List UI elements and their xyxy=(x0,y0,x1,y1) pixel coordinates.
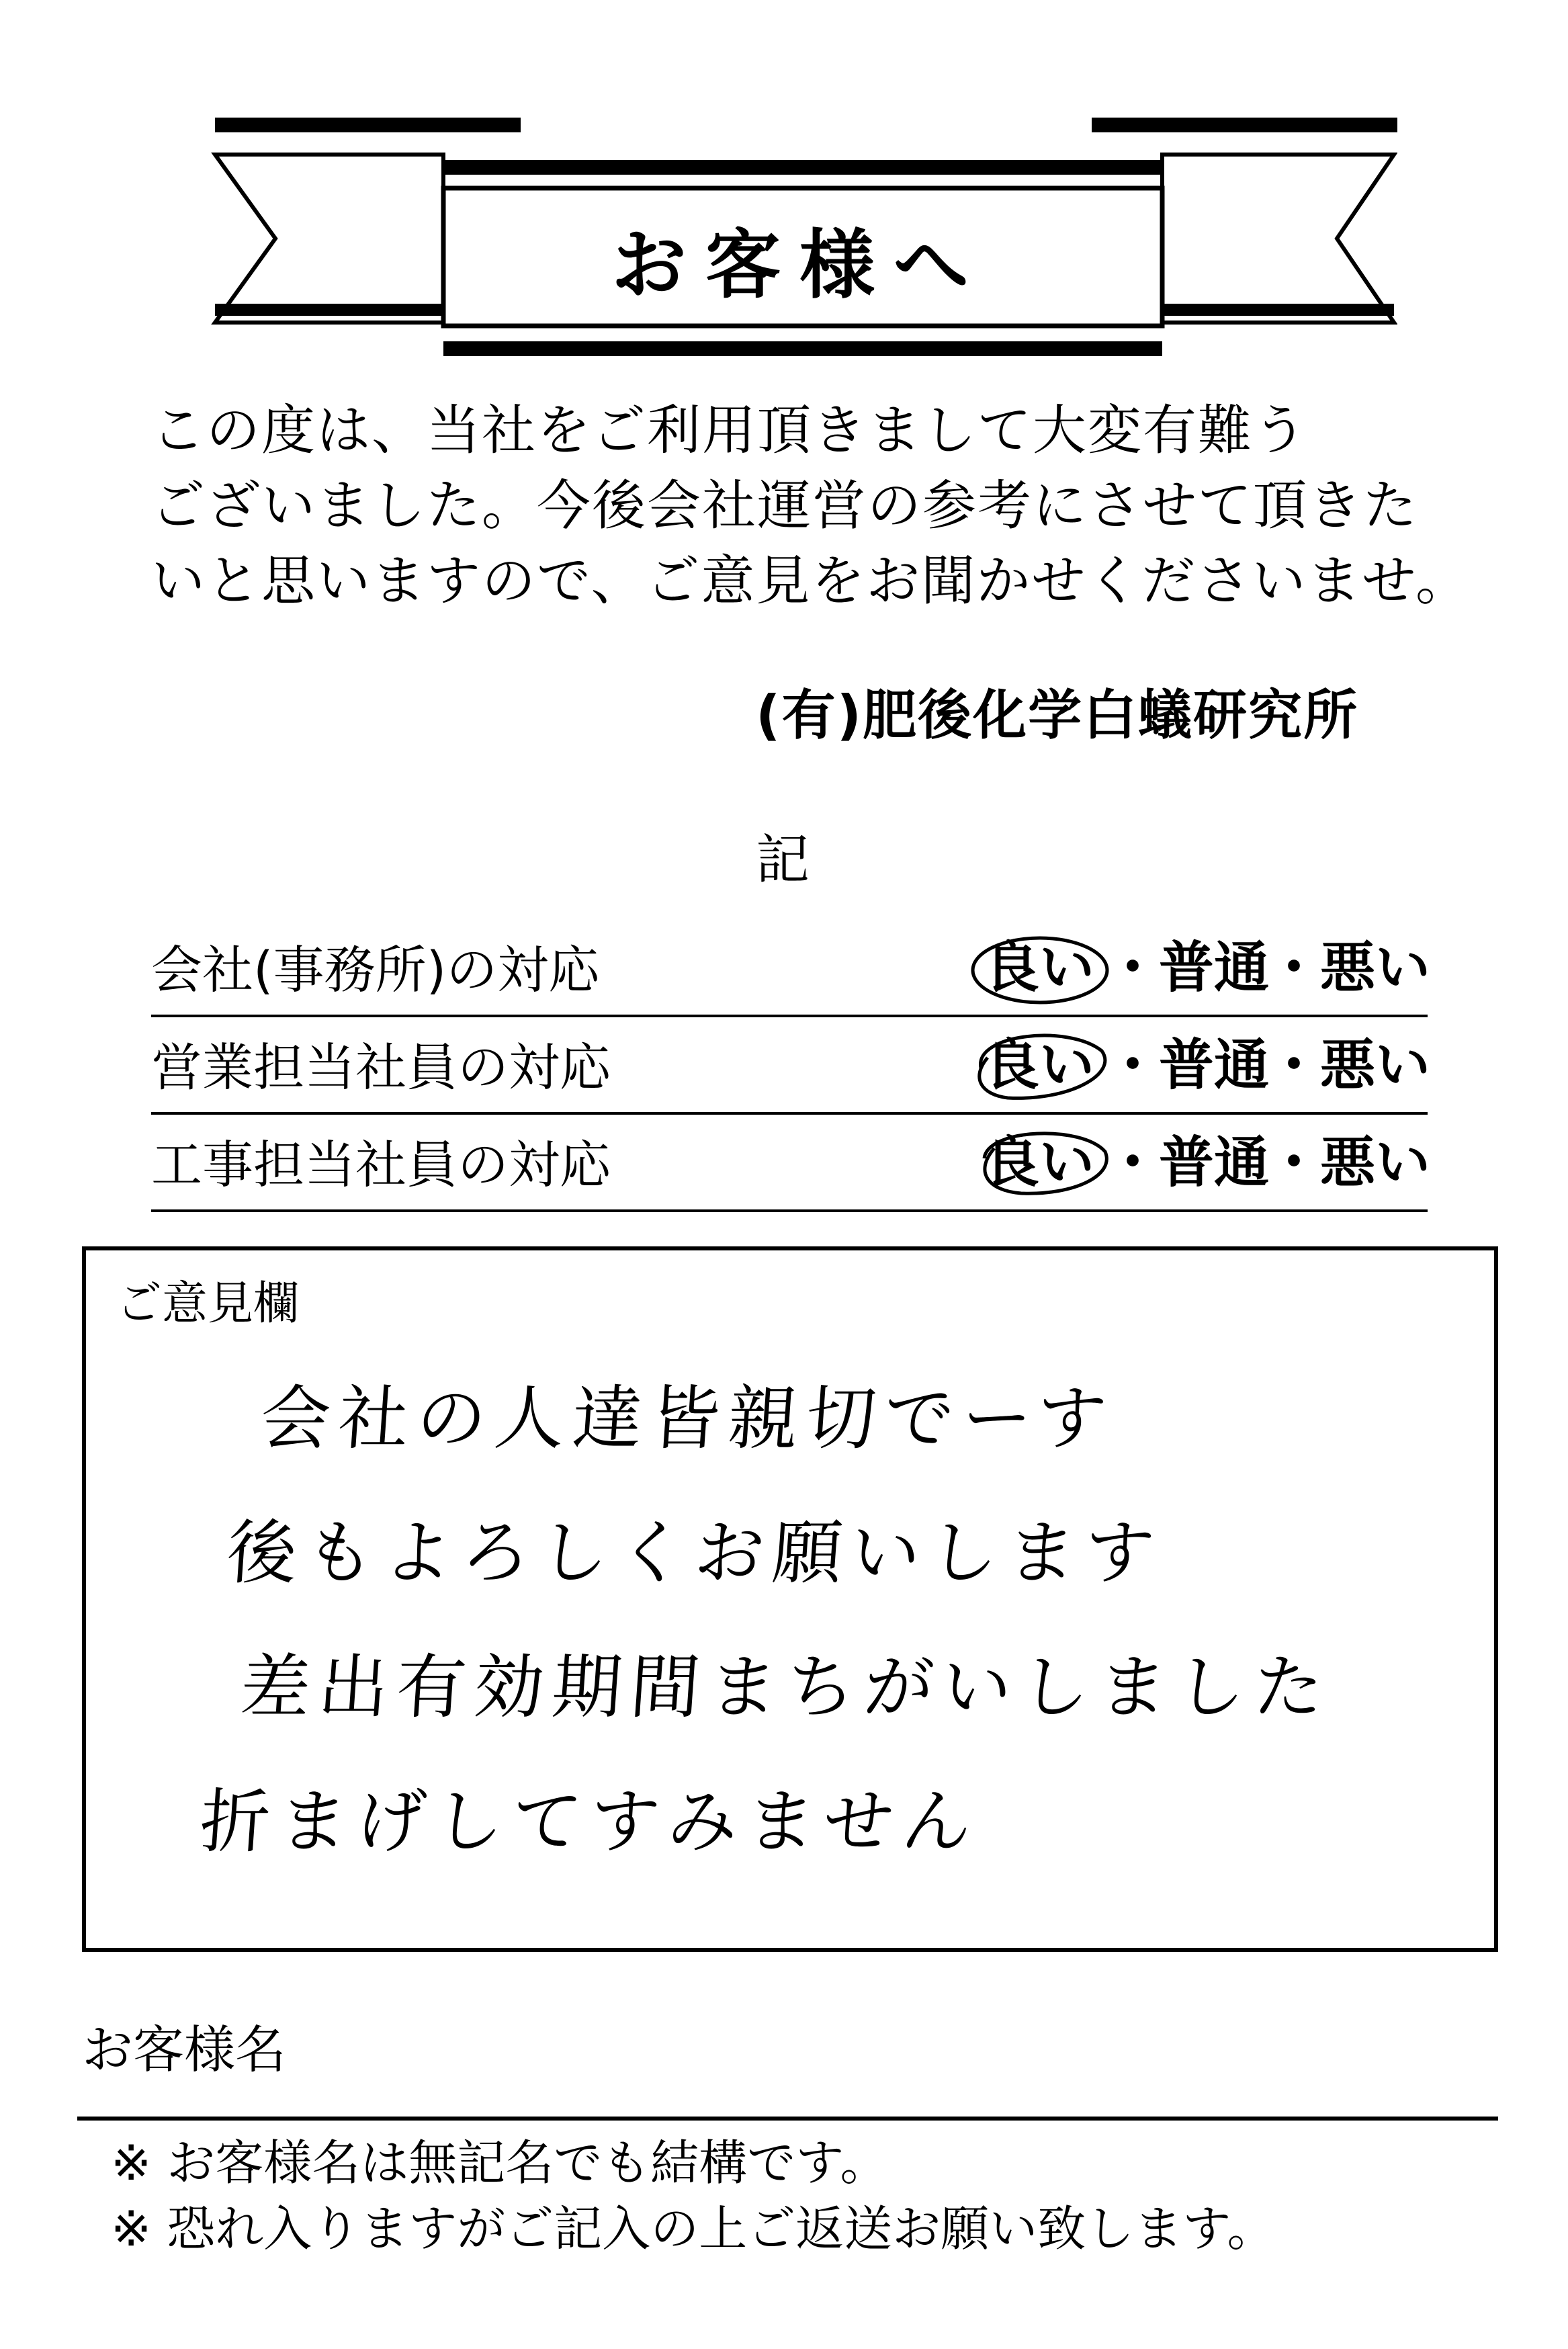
separator-dot: ・ xyxy=(1105,936,1161,1000)
footer-note: ※ 恐れ入りますがご記入の上ご返送お願い致します。 xyxy=(111,2201,1276,2257)
rating-options xyxy=(830,929,1431,1002)
footer-note: ※ お客様名は無記名でも結構です。 xyxy=(111,2135,889,2191)
option-normal[interactable]: 普通 xyxy=(1159,1033,1270,1097)
option-good[interactable]: 良い xyxy=(984,1131,1095,1195)
separator-dot: ・ xyxy=(1266,1033,1322,1097)
rating-label: 工事担当社員の対応 xyxy=(151,1135,611,1195)
customer-name-field[interactable] xyxy=(322,2009,1465,2103)
footer-notes xyxy=(111,2130,1275,2262)
separator-dot: ・ xyxy=(1105,1033,1161,1097)
intro-line: ございました。今後会社運営の参考にさせて頂きた xyxy=(151,474,1418,537)
comment-label: ご意見欄 xyxy=(116,1277,300,1330)
rating-row-sales xyxy=(151,1018,1431,1115)
customer-name-label: お客様名 xyxy=(82,2020,286,2080)
company-name: (有)肥後化学白蟻研究所 xyxy=(756,684,1359,746)
ki-heading: 記 xyxy=(756,828,810,891)
option-bad[interactable]: 悪い xyxy=(1320,936,1431,1000)
customer-name-underline xyxy=(77,2117,1498,2121)
option-good[interactable]: 良い xyxy=(984,1033,1095,1097)
intro-paragraph xyxy=(151,393,1471,619)
handwritten-line: 折まげしてすみません xyxy=(197,1781,983,1863)
intro-line: いと思いますので、ご意見をお聞かせくださいませ。 xyxy=(151,550,1471,612)
option-bad[interactable]: 悪い xyxy=(1320,1131,1431,1195)
handwritten-line: 差出有効期間まちがいしました xyxy=(237,1646,1335,1728)
handwritten-comment xyxy=(160,1351,1436,1889)
option-bad[interactable]: 悪い xyxy=(1320,1033,1431,1097)
separator-dot: ・ xyxy=(1266,1131,1322,1195)
rating-options xyxy=(830,1026,1431,1100)
comment-box[interactable] xyxy=(82,1246,1498,1952)
rating-label: 営業担当社員の対応 xyxy=(151,1037,611,1097)
handwritten-line: 会社の人達皆親切でーす xyxy=(257,1377,1118,1459)
option-normal[interactable]: 普通 xyxy=(1159,1131,1270,1195)
intro-line: この度は、当社をご利用頂きまして大変有難う xyxy=(151,399,1308,462)
option-good[interactable]: 良い xyxy=(984,936,1095,1000)
page-title: お客様へ xyxy=(611,220,988,309)
option-normal[interactable]: 普通 xyxy=(1159,936,1270,1000)
rating-options xyxy=(830,1123,1431,1197)
handwritten-line: 後もよろしくお願いします xyxy=(224,1512,1166,1594)
separator-dot: ・ xyxy=(1105,1131,1161,1195)
rating-row-office xyxy=(151,921,1431,1017)
separator-dot: ・ xyxy=(1266,936,1322,1000)
rating-row-construction xyxy=(151,1115,1431,1212)
rating-label: 会社(事務所)の対応 xyxy=(151,940,600,1000)
